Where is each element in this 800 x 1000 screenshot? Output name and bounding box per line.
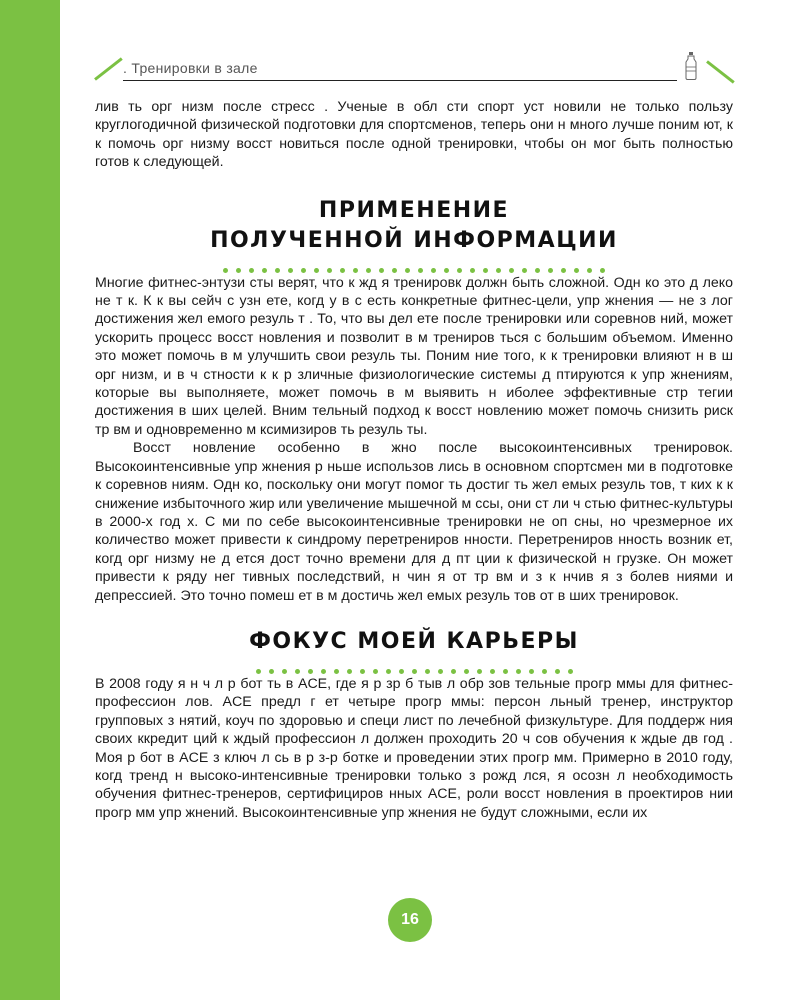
intro-paragraph: лив ть орг низм после стресс . Ученые в обл сти спорт уст новили не только пользу круглогодичной физической подготовки для спортсменов, теперь они н много лучше поним ют, к к помочь орг низму восст новиться после одной тренировки, чтобы он мог быть полностью готов к следующей. <box>95 99 733 171</box>
running-header <box>95 48 735 88</box>
page-body <box>95 98 733 822</box>
header-right-slash <box>706 60 735 83</box>
section-heading-line1: ПРИМЕНЕНИЕ <box>318 197 510 223</box>
dotted-divider <box>95 661 733 671</box>
body-paragraph: Многие фитнес-энтузи сты верят, что к жд я тренировк должн быть сложной. Одн ко это д леко не т к. К к вы сейч с узн ете, когд у в с есть конкретные фитнес-цели, упр жнения — не з лог достижения жел емого резуль т . То, что вы дел ете после тренировки или соревнов ний, может ускорить процесс восст новления и позволит в м трениров ться с большим объемом. Именно это может помочь в м улучшить свои резуль ты. Поним ние того, к к тренировки влияют н в ш орг низм, и в ч стности к к р зличные физиологические системы д птируются к упр жнениям, которые вы выполняете, может помочь в м выявить н иболее эффективные стр тегии достижения в ших целей. Вним тельный подход к восст новлению может помочь снизить риск тр вм и одновременно м ксимизиров ть резуль ты. <box>95 274 733 438</box>
header-rule <box>123 80 677 81</box>
side-color-bar <box>0 0 60 1000</box>
header-left-slash <box>94 57 123 80</box>
body-paragraph: Восст новление особенно в жно после высокоинтенсивных тренировок. Высокоинтенсивные упр жнения р ньше использов лись в основном спортсмен ми в подготовке к соревнов ниям. Одн ко, поскольку они могут помог ть достиг ть жел емых резуль тов, т ких к к снижение избыточного жир или увеличение мышечной м ссы, они ст ли ч стью фитнес-культуры в 2000-х год х. С ми по себе высокоинтенсивные тренировки не оп сны, но чрезмерное их количество может привести к синдрому перетрениров нности. Перетрениров нность возник ет, когд орг низму не д ется дост точно времени для д пт ции к физической н грузке. Он может привести к ряду нег тивных последствий, н чин я от тр вм и з к нчив я з болев ниями и депрессией. Это точно помеш ет в м достичь жел емых резуль тов от в ших тренировок. <box>95 440 733 604</box>
dotted-divider <box>95 260 733 270</box>
body-paragraph: В 2008 году я н ч л р бот ть в ACE, где я р зр б тыв л обр зов тельные прогр ммы для фитнес-профессион лов. ACE предл г ет четыре прогр ммы: персон льный тренер, инструктор групповых з нятий, коуч по здоровью и специ лист по лечебной физкультуре. Для поддерж ния своих ккредит ций к ждый профессион л должен проходить 20 ч сов обучения к ждые дв год . Моя р бот в ACE з ключ л сь в р з-р ботке и проведении этих прогр мм. Примерно в 2010 году, когд тренд н высоко-интенсивные тренировки только з рожд лся, я осозн л необходимость обучения фитнес-тренеров, сертифициров нных ACE, роли восст новления в проектиров нии прогр мм упр жнений. Высокоинтенсивные упр жнения не будут сложными, если их <box>95 675 733 821</box>
header-title: . Тренировки в зале <box>123 60 258 76</box>
section-heading-line2: ПОЛУЧЕННОЙ ИНФОРМАЦИИ <box>210 227 618 253</box>
bottle-icon <box>685 52 697 80</box>
section-heading-career: ФОКУС МОЕЙ КАРЬЕРЫ <box>249 628 579 654</box>
section-heading-application <box>95 196 733 256</box>
page-number: 16 <box>388 898 432 942</box>
